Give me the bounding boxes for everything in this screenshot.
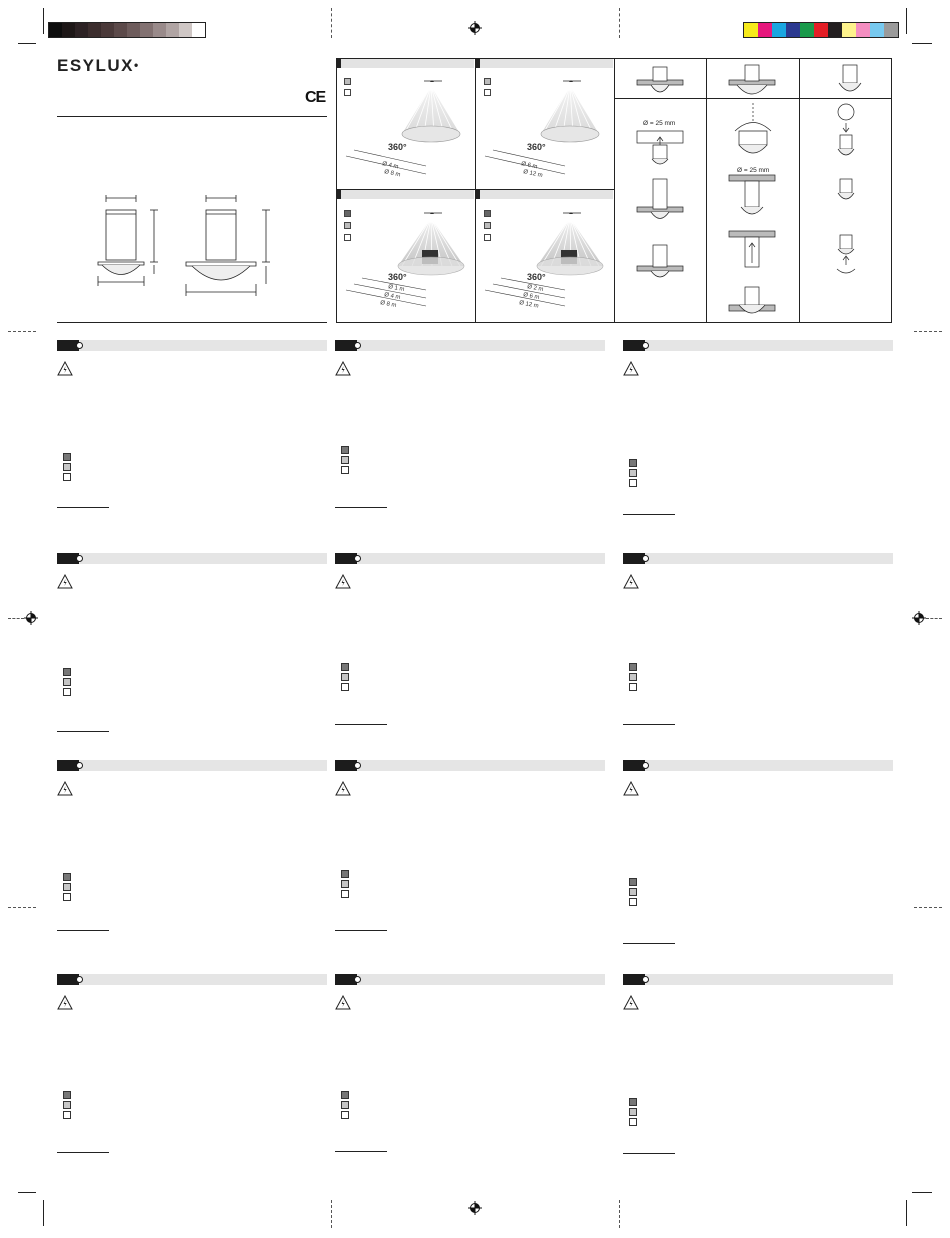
color-swatch (758, 23, 772, 37)
crop-mark (906, 8, 907, 34)
indicator-box (341, 880, 349, 888)
indicator-box (629, 878, 637, 886)
grey-swatch (192, 23, 205, 37)
color-swatch (744, 23, 758, 37)
svg-text:Ø 8 m: Ø 8 m (379, 300, 397, 310)
grey-swatch (88, 23, 101, 37)
indicator-boxes (341, 446, 349, 476)
indicator-box (341, 663, 349, 671)
figure-header-tab (476, 190, 480, 199)
section-underline (623, 514, 675, 515)
grey-swatch (140, 23, 153, 37)
indicator-boxes (63, 1091, 71, 1121)
color-swatch (870, 23, 884, 37)
svg-text:Ø 2 m: Ø 2 m (526, 284, 544, 294)
indicator-boxes (63, 453, 71, 483)
registration-mark (468, 21, 482, 35)
indicator-box (629, 663, 637, 671)
language-dot-icon (354, 762, 361, 769)
color-swatch (786, 23, 800, 37)
electric-warning-icon (57, 781, 73, 796)
indicator-box (63, 463, 71, 471)
language-dot-icon (76, 976, 83, 983)
indicator-box (629, 898, 637, 906)
grey-swatch (75, 23, 88, 37)
language-section (335, 760, 605, 934)
indicator-box (341, 890, 349, 898)
language-dot-icon (642, 976, 649, 983)
electric-warning-icon (335, 995, 351, 1010)
indicator-box (63, 678, 71, 686)
language-dot-icon (642, 342, 649, 349)
indicator-box (341, 1101, 349, 1109)
fold-mark (914, 907, 942, 908)
svg-text:Ø = 25 mm: Ø = 25 mm (737, 167, 770, 174)
detection-range-figure-small (340, 70, 470, 185)
svg-text:360°: 360° (527, 272, 546, 282)
section-header-bar (57, 760, 327, 771)
fold-mark (926, 618, 942, 619)
svg-text:Ø 6 m: Ø 6 m (520, 161, 538, 171)
section-header-bar (335, 760, 605, 771)
section-header-bar (57, 340, 327, 351)
section-underline (57, 930, 109, 931)
color-swatch (856, 23, 870, 37)
language-section (623, 974, 893, 1157)
indicator-box (63, 668, 71, 676)
section-underline (57, 1152, 109, 1153)
indicator-box (629, 683, 637, 691)
grey-swatch (153, 23, 166, 37)
svg-text:Ø 4 m: Ø 4 m (381, 161, 399, 171)
fold-mark (619, 1200, 620, 1228)
indicator-box (341, 466, 349, 474)
fold-mark (331, 1200, 332, 1228)
color-swatch (800, 23, 814, 37)
section-underline (623, 943, 675, 944)
language-section (57, 760, 327, 934)
indicator-boxes (629, 459, 637, 489)
grey-swatch (166, 23, 179, 37)
indicator-box (629, 1118, 637, 1126)
installation-steps-figure (615, 59, 891, 322)
indicator-box (629, 1098, 637, 1106)
indicator-boxes (341, 663, 349, 693)
language-dot-icon (354, 976, 361, 983)
section-underline (623, 1153, 675, 1154)
detection-range-figure-large-full (479, 202, 609, 317)
header-rule (57, 116, 327, 117)
crop-mark (43, 8, 44, 34)
section-header-bar (623, 760, 893, 771)
svg-text:360°: 360° (388, 272, 407, 282)
indicator-box (341, 870, 349, 878)
color-swatch (772, 23, 786, 37)
svg-text:Ø 12 m: Ø 12 m (518, 300, 540, 310)
section-underline (335, 930, 387, 931)
grey-swatch (179, 23, 192, 37)
indicator-box (63, 473, 71, 481)
registration-mark (468, 1201, 482, 1215)
language-section (57, 553, 327, 735)
language-dot-icon (76, 762, 83, 769)
svg-text:Ø = 25 mm: Ø = 25 mm (643, 120, 676, 127)
indicator-box (341, 1111, 349, 1119)
color-swatch (814, 23, 828, 37)
section-header-bar (335, 974, 605, 985)
svg-text:Ø 6 m: Ø 6 m (522, 292, 540, 302)
language-dot-icon (354, 555, 361, 562)
indicator-box (629, 1108, 637, 1116)
svg-text:360°: 360° (527, 142, 546, 152)
crop-mark (43, 1200, 44, 1226)
indicator-box (63, 688, 71, 696)
figure-header-tab (476, 59, 480, 68)
indicator-box (341, 673, 349, 681)
language-dot-icon (76, 555, 83, 562)
fold-mark (8, 618, 24, 619)
indicator-box (63, 883, 71, 891)
electric-warning-icon (57, 574, 73, 589)
language-section (335, 974, 605, 1155)
grey-swatch (101, 23, 114, 37)
indicator-box (63, 1111, 71, 1119)
svg-text:Ø 12 m: Ø 12 m (522, 169, 544, 180)
electric-warning-icon (335, 781, 351, 796)
color-swatch (828, 23, 842, 37)
language-section (623, 553, 893, 728)
svg-text:Ø 1 m: Ø 1 m (387, 284, 405, 294)
crop-mark (18, 43, 36, 44)
figure-header-bar (337, 190, 474, 199)
indicator-box (63, 453, 71, 461)
electric-warning-icon (623, 781, 639, 796)
figure-header-bar (476, 59, 613, 68)
indicator-boxes (341, 1091, 349, 1121)
crop-mark (912, 43, 932, 44)
indicator-box (629, 479, 637, 487)
figure-header-bar (337, 59, 474, 68)
fold-mark (331, 8, 332, 38)
indicator-box (63, 1101, 71, 1109)
indicator-boxes (63, 668, 71, 698)
crop-mark (906, 1200, 907, 1226)
indicator-boxes (341, 870, 349, 900)
section-header-bar (623, 553, 893, 564)
indicator-box (63, 873, 71, 881)
electric-warning-icon (57, 995, 73, 1010)
language-dot-icon (76, 342, 83, 349)
language-dot-icon (642, 555, 649, 562)
section-underline (623, 724, 675, 725)
process-color-bar (743, 22, 899, 38)
indicator-box (341, 683, 349, 691)
indicator-box (341, 456, 349, 464)
electric-warning-icon (623, 995, 639, 1010)
color-swatch (842, 23, 856, 37)
indicator-box (63, 893, 71, 901)
ce-mark: CE (305, 89, 326, 106)
section-header-bar (335, 340, 605, 351)
registration-mark (24, 611, 38, 625)
language-section (335, 340, 605, 511)
grey-color-bar (48, 22, 206, 38)
crop-mark (912, 1192, 932, 1193)
figure-header-tab (337, 190, 341, 199)
section-underline (57, 507, 109, 508)
section-underline (335, 1151, 387, 1152)
product-dimension-drawing (90, 190, 280, 300)
figure-header-tab (337, 59, 341, 68)
language-section (57, 340, 327, 511)
indicator-boxes (629, 663, 637, 693)
indicator-boxes (629, 878, 637, 908)
fold-mark (619, 8, 620, 38)
fold-mark (914, 331, 942, 332)
fold-mark (8, 331, 36, 332)
section-header-bar (623, 974, 893, 985)
indicator-boxes (63, 873, 71, 903)
detection-range-figure-small-full (340, 202, 470, 317)
language-section (335, 553, 605, 728)
language-section (623, 340, 893, 518)
figure-header-bar (476, 190, 613, 199)
language-dot-icon (354, 342, 361, 349)
electric-warning-icon (335, 574, 351, 589)
svg-text:360°: 360° (388, 142, 407, 152)
crop-mark (18, 1192, 36, 1193)
detection-range-figure-large (479, 70, 609, 185)
grey-swatch (49, 23, 62, 37)
svg-text:Ø 8 m: Ø 8 m (383, 169, 401, 179)
electric-warning-icon (57, 361, 73, 376)
indicator-box (629, 673, 637, 681)
language-section (623, 760, 893, 947)
section-underline (335, 724, 387, 725)
indicator-box (341, 1091, 349, 1099)
electric-warning-icon (623, 361, 639, 376)
brand-logo: ESYLUX• (57, 56, 140, 75)
section-header-bar (623, 340, 893, 351)
indicator-box (63, 1091, 71, 1099)
header-rule-bottom (57, 322, 327, 323)
grey-swatch (127, 23, 140, 37)
section-underline (335, 507, 387, 508)
registration-mark (912, 611, 926, 625)
section-header-bar (57, 974, 327, 985)
indicator-box (629, 888, 637, 896)
language-section (57, 974, 327, 1156)
indicator-boxes (629, 1098, 637, 1128)
language-dot-icon (642, 762, 649, 769)
indicator-box (629, 469, 637, 477)
section-underline (57, 731, 109, 732)
fold-mark (8, 907, 36, 908)
indicator-box (629, 459, 637, 467)
indicator-box (341, 446, 349, 454)
svg-text:Ø 4 m: Ø 4 m (383, 292, 401, 302)
section-header-bar (57, 553, 327, 564)
grey-swatch (114, 23, 127, 37)
section-header-bar (335, 553, 605, 564)
electric-warning-icon (335, 361, 351, 376)
color-swatch (884, 23, 898, 37)
grey-swatch (62, 23, 75, 37)
electric-warning-icon (623, 574, 639, 589)
